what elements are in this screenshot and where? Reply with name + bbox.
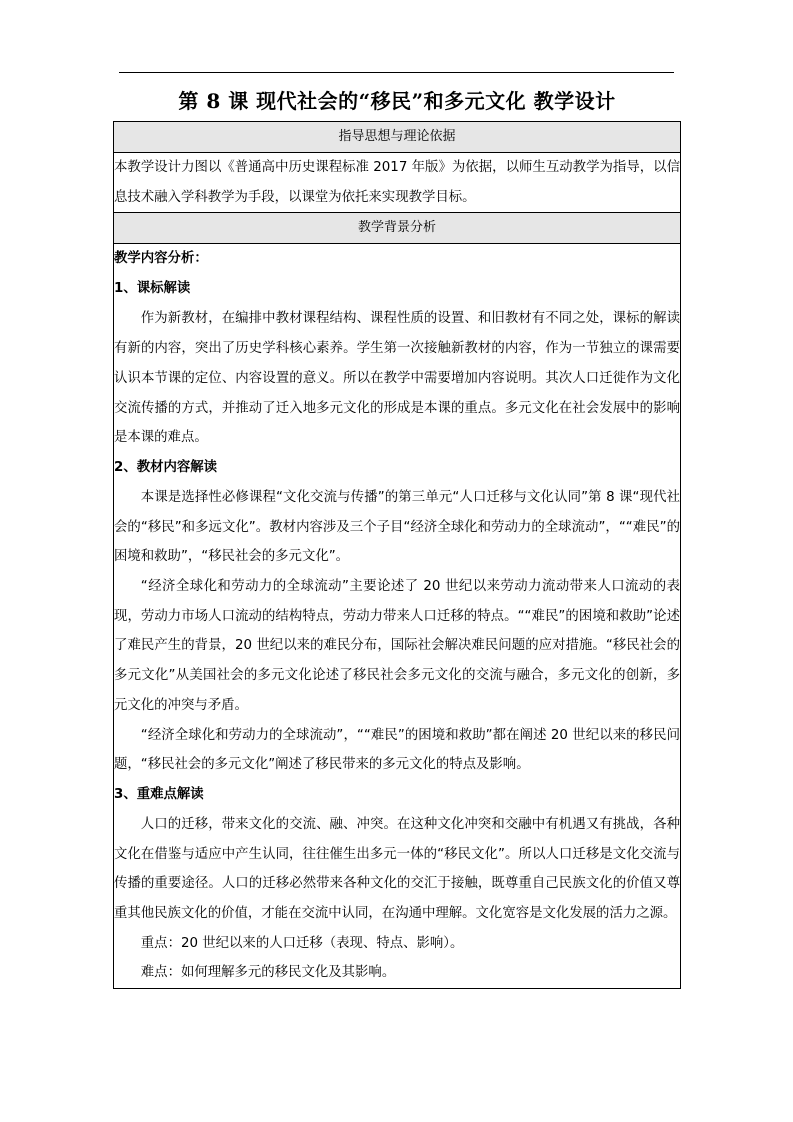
header-rule (119, 72, 674, 73)
content-analysis-heading: 教学内容分析： (114, 251, 208, 267)
subheading-key-points: 3、重难点解读 (114, 786, 204, 802)
subheading-curriculum: 1、课标解读 (114, 281, 191, 297)
key-points-paragraph: 人口的迁移，带来文化的交流、融、冲突。在这种文化冲突和交融中有机遇又有挑战，各种文化在借鉴与适应中产生认同，往往催生出多元一体的“移民文化”。所以人口迁移是文化交流与传播的重要途径。人口的迁移必然带来各种文化的交汇于接触，既尊重自己民族文化的价值又尊重其他民族文化的价值，才能在交流中认同，在沟通中理解。文化宽容是文化发展的活力之源。 (114, 816, 680, 922)
key-point-line: 重点：20 世纪以来的人口迁移（表现、特点、影响）。 (140, 935, 464, 951)
section-body-guiding-ideas (114, 153, 681, 213)
document-title: 第 8 课 现代社会的“移民”和多元文化 教学设计 (178, 89, 616, 113)
difficult-point-line: 难点：如何理解多元的移民文化及其影响。 (140, 965, 396, 981)
lesson-design-table (113, 121, 681, 989)
textbook-paragraph-1: 本课是选择性必修课程“文化交流与传播”的第三单元“人口迁移与文化认同”第 8 课“现代社会的“移民”和多远文化”。教材内容涉及三个子目“经济全球化和劳动力的全球流动”，““难民”的困境和救助”，“移民社会的多元文化”。 (114, 489, 680, 565)
textbook-paragraph-3: “经济全球化和劳动力的全球流动”，““难民”的困境和救助”都在阐述 20 世纪以来的移民问题，“移民社会的多元文化”阐述了移民带来的多元文化的特点及影响。 (114, 727, 680, 773)
curriculum-paragraph: 作为新教材，在编排中教材课程结构、课程性质的设置、和旧教材有不同之处，课标的解读有新的内容，突出了历史学科核心素养。学生第一次接触新教材的内容，作为一节独立的课需要认识本节课的定位、内容设置的意义。所以在教学中需要增加内容说明。其次人口迁徙作为文化交流传播的方式，并推动了迁入地多元文化的形成是本课的重点。多元文化在社会发展中的影响是本课的难点。 (114, 311, 680, 446)
section-body-background (114, 244, 681, 989)
textbook-paragraph-2: “经济全球化和劳动力的全球流动”主要论述了 20 世纪以来劳动力流动带来人口流动的表现，劳动力市场人口流动的结构特点，劳动力带来人口迁移的特点。““难民”的困境和救助”论述了难民产生的背景，20 世纪以来的难民分布，国际社会解决难民问题的应对措施。“移民社会的多元文化”从美国社会的多元文化论述了移民社会多元文化的交流与融合，多元文化的创新，多元文化的冲突与矛盾。 (114, 579, 680, 713)
guiding-ideas-text: 本教学设计力图以《普通高中历史课程标准 2017 年版》为依据，以师生互动教学为指导，以信息技术融入学科教学为手段，以课堂为依托来实现教学目标。 (114, 160, 680, 205)
subheading-textbook: 2、教材内容解读 (114, 459, 218, 475)
section-heading-guiding-ideas: 指导思想与理论依据 (114, 122, 681, 153)
section-heading-background: 教学背景分析 (114, 213, 681, 244)
